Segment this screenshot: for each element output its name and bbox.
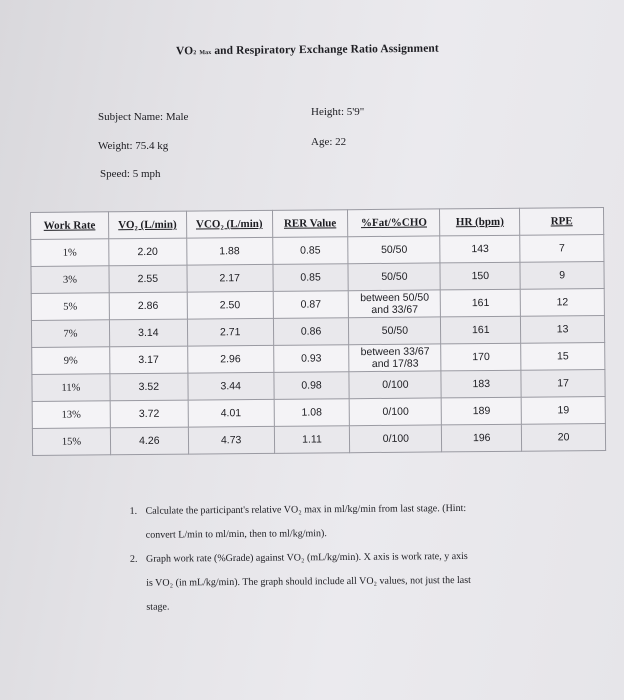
cell-fat-cho: 0/100 [350,425,442,453]
cell-fat-cho: 0/100 [350,398,442,426]
cell-work-rate: 1% [31,239,109,267]
question-line: convert L/min to ml/min, then to ml/kg/min). [145,528,327,541]
cell-rer: 1.08 [274,399,350,427]
cell-vo2: 2.20 [109,238,187,266]
cell-fat-cho: between 50/50 and 33/67 [349,290,441,318]
question-line: stage. [146,601,170,613]
cell-fat-cho: 0/100 [349,371,441,399]
question-line: Graph work rate (%Grade) against VO₂ (mL/kg/min). X axis is work rate, y axis [145,550,468,565]
cell-rer: 1.11 [274,426,350,454]
subject-name: Subject Name: Male [98,111,189,123]
cell-rpe: 15 [521,342,605,370]
header-rpe: RPE [520,207,604,235]
cell-work-rate: 11% [32,374,110,402]
cell-vo2: 3.52 [110,373,188,401]
title-text: and Respiratory Exchange Ratio Assignment [214,42,439,57]
cell-fat-cho: 50/50 [349,317,441,345]
table-body [31,234,606,455]
cell-vco2: 4.01 [188,399,274,427]
cell-hr: 196 [442,424,522,452]
data-table [30,207,606,456]
cell-vo2: 3.72 [110,400,188,428]
cell-work-rate: 3% [31,266,109,294]
cell-rer: 0.85 [272,237,348,265]
cell-rpe: 19 [521,396,605,424]
cell-vco2: 4.73 [188,426,274,454]
cell-rer: 0.85 [273,264,349,292]
cell-vco2: 3.44 [188,372,274,400]
cell-fat-cho: between 33/67 and 17/83 [349,344,441,372]
questions-list [129,501,560,625]
question-2 [130,549,561,615]
cell-rpe: 9 [520,261,604,289]
cell-vo2: 3.17 [110,346,188,374]
cell-vo2: 3.14 [109,319,187,347]
question-1 [129,501,559,543]
title-vo2-sub: 2 [193,50,197,57]
question-number: 2. [129,553,138,565]
cell-vco2: 1.88 [186,237,272,265]
cell-work-rate: 7% [31,320,109,348]
header-hr: HR (bpm) [440,208,520,236]
cell-rer: 0.87 [273,291,349,319]
cell-hr: 170 [441,343,521,371]
cell-hr: 143 [440,235,520,263]
cell-work-rate: 15% [32,428,110,456]
title-vo2: VO [175,45,194,58]
question-line: is VO₂ (in mL/kg/min). The graph should include all VO₂ values, not just the last [146,574,471,589]
cell-vco2: 2.50 [187,291,273,319]
subject-age: Age: 22 [311,136,347,148]
cell-rpe: 20 [522,423,606,451]
cell-vco2: 2.17 [187,264,273,292]
cell-hr: 189 [441,397,521,425]
header-fat-cho: %Fat/%CHO [348,209,440,237]
header-vo2: VO₂ (L/min) [108,211,186,239]
cell-hr: 161 [441,316,521,344]
cell-rpe: 12 [520,288,604,316]
header-work-rate: Work Rate [31,212,109,240]
cell-work-rate: 13% [32,401,110,429]
cell-hr: 183 [441,370,521,398]
table-row [32,423,605,455]
cell-vco2: 2.71 [187,318,273,346]
cell-hr: 150 [440,262,520,290]
cell-vo2: 2.55 [109,265,187,293]
subject-height: Height: 5'9" [311,106,365,118]
title-max-sub: Max [199,50,212,57]
subject-speed: Speed: 5 mph [100,168,161,180]
cell-fat-cho: 50/50 [348,236,440,264]
cell-vo2: 4.26 [110,427,188,455]
header-vco2: VCO₂ (L/min) [186,210,272,238]
cell-rpe: 17 [521,369,605,397]
cell-fat-cho: 50/50 [348,263,440,291]
question-line: Calculate the participant's relative VO₂ max in ml/kg/min from last stage. (Hint: [145,502,467,517]
cell-rer: 0.86 [273,318,349,346]
subject-weight: Weight: 75.4 kg [98,140,169,152]
cell-rer: 0.93 [273,345,349,373]
question-number: 1. [129,505,138,517]
cell-rpe: 7 [520,234,604,262]
cell-hr: 161 [441,289,521,317]
cell-work-rate: 9% [32,347,110,375]
cell-rpe: 13 [521,315,605,343]
cell-rer: 0.98 [273,372,349,400]
cell-vco2: 2.96 [187,345,273,373]
header-rer: RER Value [272,210,348,238]
page-title [176,43,439,58]
cell-work-rate: 5% [31,293,109,321]
cell-vo2: 2.86 [109,292,187,320]
